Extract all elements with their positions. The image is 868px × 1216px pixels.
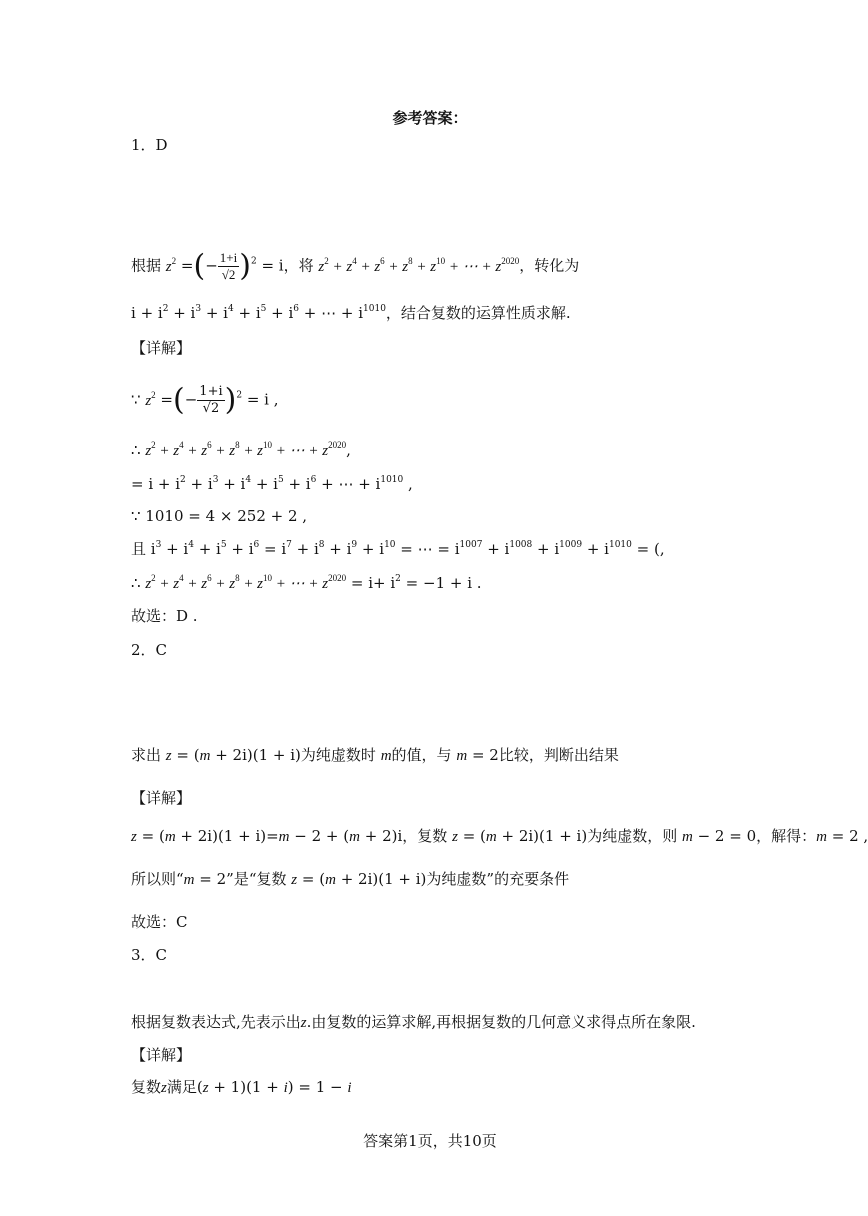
text: 求出 [131,746,162,764]
conclusion-2: 故选：C [131,913,188,931]
text: 为纯虚数时 [300,746,376,764]
detail-1-line2: ∴ $z^2 + z^4 + z^6 + z^8 + z^{10}$ + ⋯ + $z^{2020}$, [131,440,351,459]
text: 复数 [131,1078,162,1096]
detail-1-line6: ∴ $z^2 + z^4 + z^6 + z^8 + z^{10}$ + ⋯ + $z^{2020} = i+ i^2 = -1 + i$ . [131,573,482,592]
text: 为纯虚数”的充要条件 [426,870,570,888]
text: 满足 [166,1078,197,1096]
text: ，解得： [756,827,817,845]
page-title: 参考答案： [392,109,468,127]
answer-2: 2．C [131,641,168,659]
detail-1-line3: = $i + i^2 + i^3 + i^4 + i^5 + i^6$ + ⋯ + $i^{1010}$ , [131,475,413,493]
detail-label-3: 【详解】 [131,1046,192,1064]
detail-3-line1: 复数z满足(z + 1)(1 + i) = 1 − i [131,1078,352,1096]
analysis-2: 求出 z = (m + 2i)(1 + i)为纯虚数时 m的值，与 m = 2比较，判断出结果 [131,746,619,764]
answer-1: 1．D [131,136,168,154]
page-footer: 答案第1页，共10页 [363,1132,497,1150]
text: ，转化为 [519,256,580,275]
detail-1-line4: ∵ 1010 = 4 × 252 + 2 , [131,507,308,525]
text: 根据 [131,256,162,275]
conclusion-1: 故选：D . [131,607,198,625]
detail-1-line5: 且 $i^3 + i^4 + i^5 + i^6 = i^7 + i^8 + i^9 + i^{10}$ = ⋯ = $i^{1007} + i^{1008} + i^{1009} + i^{1010}$ = (, [131,540,665,558]
detail-2-line1: z = (m + 2i)(1 + i)=m − 2 + (m + 2)i，复数 z = (m + 2i)(1 + i)为纯虚数，则 m − 2 = 0，解得：m = 2 , [131,827,868,845]
text: 比较，判断出结果 [498,746,619,764]
text: ，将 [283,256,314,275]
analysis-3: 根据复数表达式,先表示出z.由复数的运算求解,再根据复数的几何意义求得点所在象限. [131,1013,696,1031]
text: 为纯虚数，则 [587,827,678,845]
detail-label-1: 【详解】 [131,339,192,357]
analysis-1-line2: $i + i^2 + i^3 + i^4 + i^5 + i^6$ + ⋯ + $i^{1010}$，结合复数的运算性质求解. [131,304,571,322]
text: ”是“复数 [226,870,287,888]
detail-1-line1: ∵ $z^2$ =(− $\frac{1+i}{√2}$ )$^2$ = i , [131,382,279,418]
answer-3: 3．C [131,946,168,964]
text: 的值，与 [391,746,452,764]
text: ，复数 [402,827,448,845]
detail-2-line2: 所以则“m = 2”是“复数 z = (m + 2i)(1 + i)为纯虚数”的充要条件 [131,870,570,888]
text: 所以则“ [131,870,184,888]
text: .由复数的运算求解,再根据复数的几何意义求得点所在象限. [306,1013,696,1031]
text: ，结合复数的运算性质求解. [385,304,571,322]
analysis-1-line1: 根据 $z^2$ =(− $\frac{1+i}{√2}$ )$^2$ = i，将 $z^2 + z^4 + z^6 + z^8 + z^{10}$ + ⋯ + $z^{2020}$，转化为 [131,248,580,284]
detail-label-2: 【详解】 [131,789,192,807]
text: 根据复数表达式,先表示出 [131,1013,301,1031]
